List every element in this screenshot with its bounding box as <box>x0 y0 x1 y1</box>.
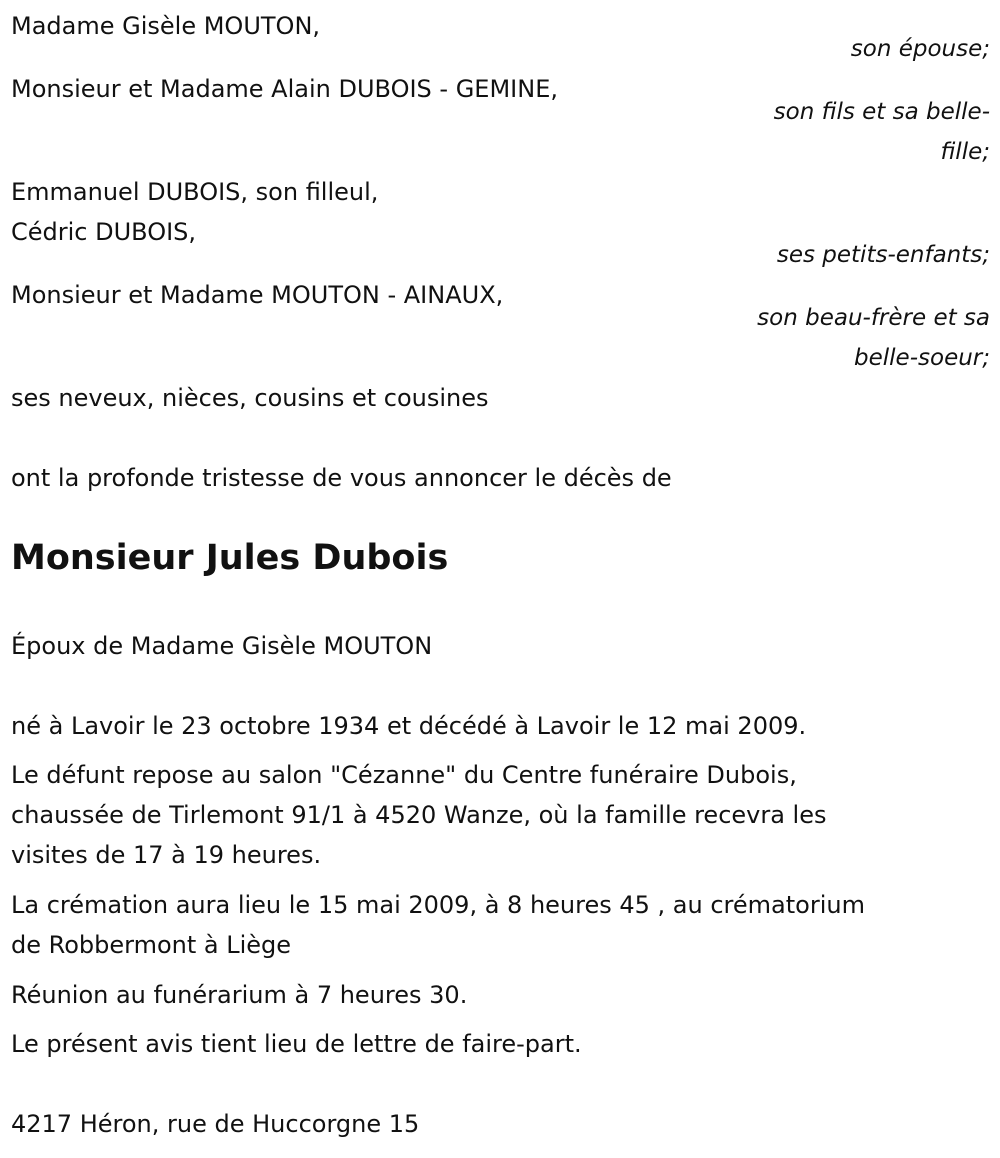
family-line-in-laws: Monsieur et Madame MOUTON - AINAUX, <box>11 281 504 309</box>
family-line-godson: Emmanuel DUBOIS, son filleul, <box>11 178 379 206</box>
viewing-line-1: Le défunt repose au salon "Cézanne" du Centre funéraire Dubois, <box>11 761 797 789</box>
notice-line: Le présent avis tient lieu de lettre de faire-part. <box>11 1030 582 1058</box>
deceased-name: Monsieur Jules Dubois <box>11 538 449 578</box>
relation-spouse: son épouse; <box>850 36 990 62</box>
meeting-line: Réunion au funérarium à 7 heures 30. <box>11 981 468 1009</box>
family-line-spouse: Madame Gisèle MOUTON, <box>11 12 321 40</box>
viewing-line-2: chaussée de Tirlemont 91/1 à 4520 Wanze, où la famille recevra les <box>11 801 827 829</box>
relation-in-laws-line1: son beau-frère et sa <box>757 305 990 331</box>
spouse-line: Époux de Madame Gisèle MOUTON <box>11 632 433 660</box>
family-line-son: Monsieur et Madame Alain DUBOIS - GEMINE, <box>11 75 558 103</box>
announcement-text: ont la profonde tristesse de vous annoncer le décès de <box>11 464 672 492</box>
cremation-line-2: de Robbermont à Liège <box>11 931 292 959</box>
family-line-grandson: Cédric DUBOIS, <box>11 218 197 246</box>
viewing-line-3: visites de 17 à 19 heures. <box>11 841 322 869</box>
birth-death-line: né à Lavoir le 23 octobre 1934 et décédé à Lavoir le 12 mai 2009. <box>11 712 807 740</box>
family-line-relatives: ses neveux, nièces, cousins et cousines <box>11 384 489 412</box>
relation-grandchildren: ses petits-enfants; <box>776 242 990 268</box>
cremation-line-1: La crémation aura lieu le 15 mai 2009, à 8 heures 45 , au crématorium <box>11 891 865 919</box>
family-address: 4217 Héron, rue de Huccorgne 15 <box>11 1110 420 1138</box>
relation-in-laws-line2: belle-soeur; <box>854 345 990 371</box>
relation-son-line1: son fils et sa belle- <box>773 99 990 125</box>
relation-son-line2: fille; <box>940 139 990 165</box>
